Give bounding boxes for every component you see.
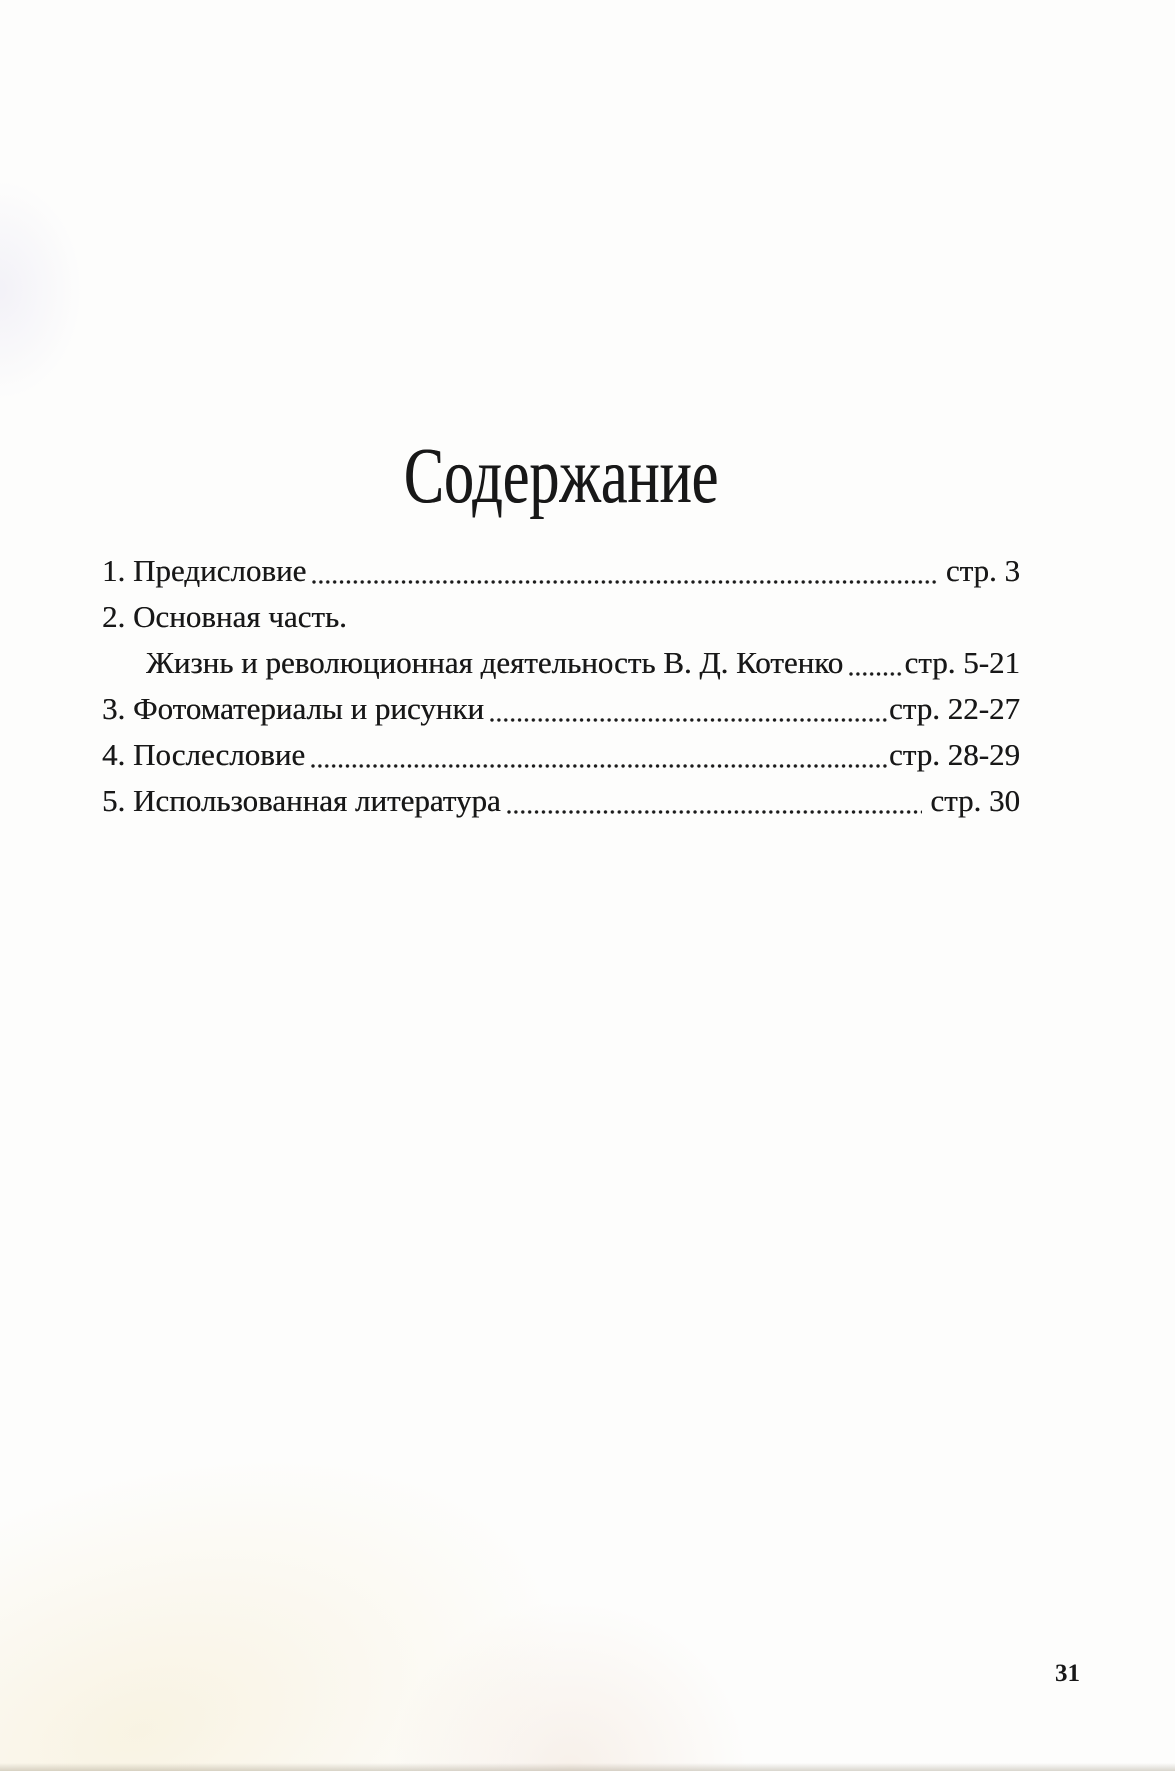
toc-entry-page-ref: стр. 30 <box>930 783 1020 818</box>
page-title-text: Содержание <box>403 432 719 520</box>
toc-entry-page-ref: стр. 3 <box>945 553 1020 588</box>
toc-entry-label: 5. Использованная литература <box>102 783 501 818</box>
dotted-leader <box>305 732 889 778</box>
paper-stain <box>0 1306 682 1771</box>
toc-entry-label: Жизнь и революционная деятельность В. Д. Котенко <box>146 645 844 680</box>
toc-entry-label: 1. Предисловие <box>102 553 307 588</box>
dotted-leader <box>843 640 904 686</box>
page-title <box>102 432 1020 520</box>
table-of-contents <box>102 548 1020 824</box>
toc-entry <box>102 548 1020 594</box>
page-bottom-edge-shadow <box>0 1763 1175 1771</box>
dotted-leader <box>306 548 939 594</box>
toc-entry <box>102 594 1020 640</box>
toc-entry-label: 3. Фотоматериалы и рисунки <box>102 691 484 726</box>
toc-entry <box>102 686 1020 732</box>
toc-entry-continuation <box>102 640 1020 686</box>
toc-entry-page-ref: стр. 5-21 <box>904 645 1020 680</box>
dotted-leader <box>501 778 925 824</box>
toc-entry <box>102 732 1020 778</box>
toc-entry-page-ref: стр. 28-29 <box>888 737 1020 772</box>
paper-stain <box>360 1571 780 1771</box>
toc-entry-label: 4. Послесловие <box>102 737 306 772</box>
paper-stain <box>0 170 90 410</box>
folio-page-number: 31 <box>1055 1660 1080 1687</box>
toc-entry <box>102 778 1020 824</box>
toc-entry-label: 2. Основная часть. <box>102 599 347 634</box>
dotted-leader <box>484 686 889 732</box>
toc-entry-page-ref: стр. 22-27 <box>888 691 1020 726</box>
